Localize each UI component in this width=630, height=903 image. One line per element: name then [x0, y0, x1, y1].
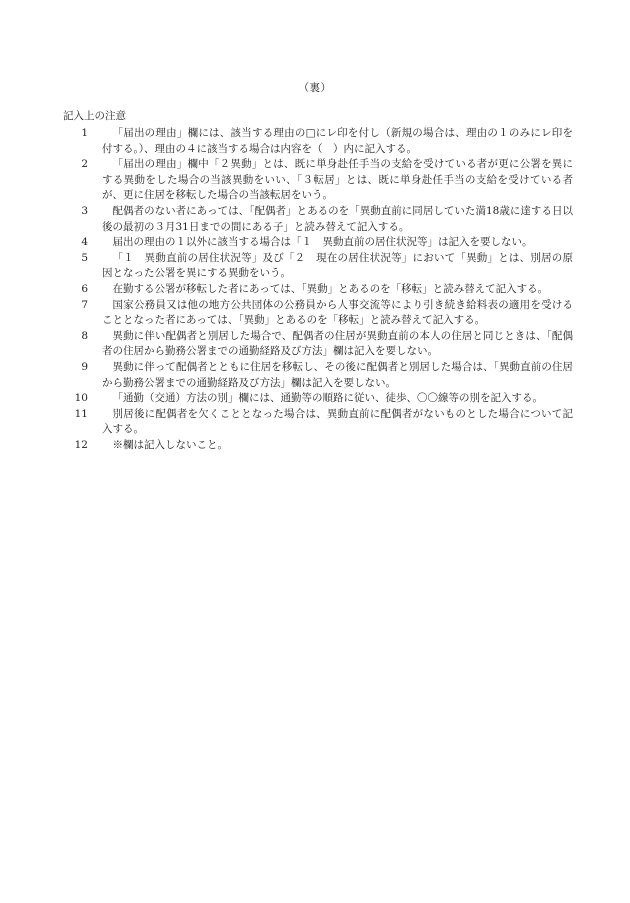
note-number: 12 — [74, 438, 88, 451]
note-item — [63, 204, 573, 235]
note-text: 別居後に配偶者を欠くこととなった場合は、異動直前に配偶者がないものとした場合について記入する。 — [102, 407, 573, 436]
note-text: 「通勤（交通）方法の別」欄には、通勤等の順路に従い、徒歩、〇〇線等の別を記入する。 — [112, 392, 543, 405]
notes-list — [63, 126, 573, 453]
note-number: 1 — [81, 127, 88, 139]
note-item — [63, 329, 573, 360]
note-item — [63, 126, 573, 157]
note-text: 在勤する公署が移転した者にあっては、「異動」とあるのを「移転」と読み替えて記入する。 — [112, 282, 549, 295]
note-number: 10 — [74, 392, 88, 405]
note-item — [63, 407, 573, 438]
note-item — [63, 282, 573, 298]
note-number: 11 — [74, 407, 88, 420]
note-number: 9 — [81, 360, 88, 373]
note-item — [63, 157, 573, 204]
note-text: 「届出の理由」欄には、該当する理由の□にレ印を付し（新規の場合は、理由の１のみにレ印を付する。）、理由の４に該当する場合は内容を（ ）内に記入する。 — [102, 127, 573, 155]
note-number: 4 — [81, 236, 88, 249]
note-text: 異動に伴って配偶者とともに住居を移転し、その後に配偶者と別居した場合は、「異動直前の住居から勤務公署までの通勤経路及び方法」欄は記入を要しない。 — [102, 360, 573, 389]
note-number: 3 — [81, 204, 88, 217]
note-number: 5 — [81, 251, 88, 264]
note-number: 8 — [81, 329, 88, 342]
note-item — [63, 251, 573, 282]
note-number: 6 — [81, 282, 88, 295]
note-number: 2 — [81, 158, 88, 171]
note-item — [63, 298, 573, 329]
section-title: 記入上の注意 — [63, 110, 126, 122]
note-text: 届出の理由の１以外に該当する場合は「１ 異動直前の居住状況等」は記入を要しない。 — [112, 236, 533, 249]
note-text: 「届出の理由」欄中「２異動」とは、既に単身赴任手当の支給を受けている者が更に公署を異にする異動をした場合の当該異動をいい、「３転居」とは、既に単身赴任手当の支給を受けている者が、更に住居を移転した場合の当該転居をいう。 — [102, 158, 573, 202]
note-text: 国家公務員又は他の地方公共団体の公務員から人事交流等により引き続き給料表の適用を受けることとなった者にあっては、「異動」とあるのを「移転」と読み替えて記入する。 — [102, 298, 573, 327]
note-number: 7 — [81, 298, 88, 311]
note-text: 配偶者のない者にあっては、「配偶者」とあるのを「異動直前に同居していた満18歳に達する日以後の最初の３月31日までの間にある子」と読み替えて記入する。 — [102, 204, 573, 233]
note-text: 「１ 異動直前の居住状況等」及び「２ 現在の居住状況等」において「異動」とは、別居の原因となった公署を異にする異動をいう。 — [102, 251, 573, 280]
note-item — [63, 391, 573, 407]
note-item — [63, 438, 573, 454]
note-text: 異動に伴い配偶者と別居した場合で、配偶者の住居が異動直前の本人の住居と同じときは、「配偶者の住居から勤務公署までの通勤経路及び方法」欄は記入を要しない。 — [102, 329, 573, 358]
page-heading: （裏） — [298, 82, 332, 94]
note-item — [63, 360, 573, 391]
note-text: ※欄は記入しないこと。 — [112, 438, 228, 451]
note-item — [63, 235, 573, 251]
